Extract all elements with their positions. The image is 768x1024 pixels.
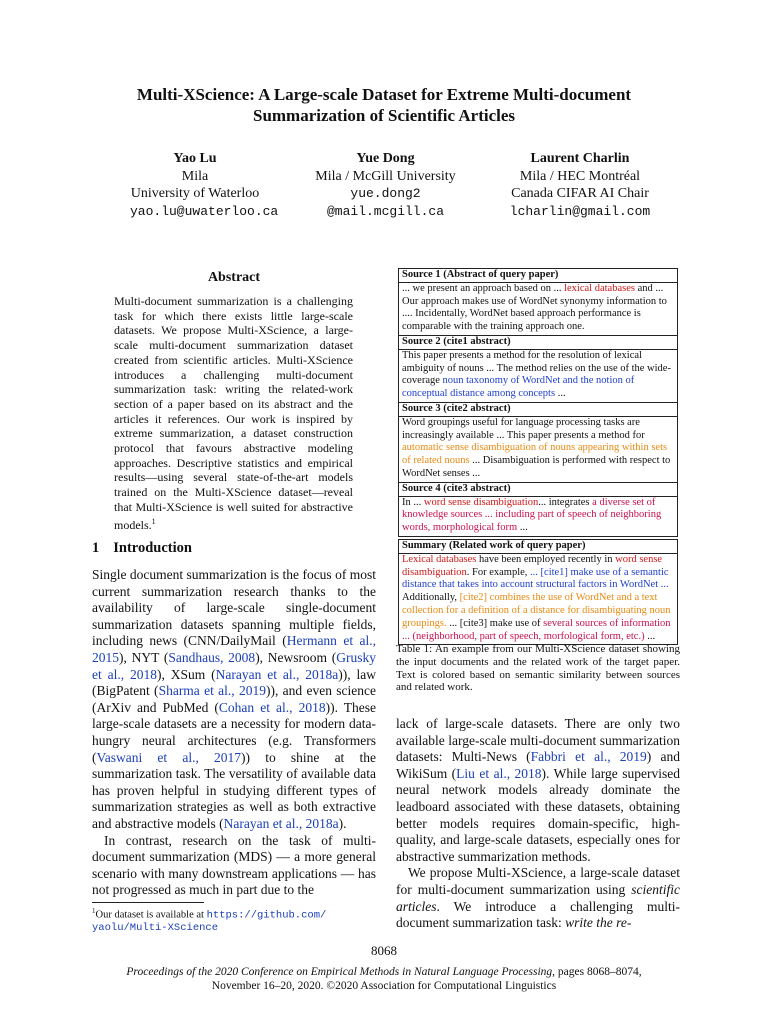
text: ). <box>338 815 347 831</box>
author-affiliation: Mila / McGill University <box>315 168 456 184</box>
text: Single document summarization is the focus of most current summarization research thanks to the availability of large-scale single-document summarization datasets spanning multiple fields, including news (CNN/DailyMail ( <box>92 567 376 649</box>
highlight-red: word sense disambiguation <box>402 553 663 578</box>
text: ), Newsroom ( <box>255 649 337 665</box>
highlight-red: lexical databases <box>564 282 635 294</box>
highlight-blue: ... [cite1] make use of a semantic distance that takes into account structural factors in WordNet ... <box>402 566 669 591</box>
table-caption: Table 1: An example from our Multi-XScience dataset showing the input documents and the related work of the target paper. Text is colored based on semantic similarity between sources and related work. <box>396 643 680 694</box>
highlight-orange: automatic sense disambiguation of nouns appearing within sets of related nouns <box>402 442 668 467</box>
highlight-blue: noun taxonomy of WordNet and the notion of conceptual distance among concepts <box>402 375 635 400</box>
author-email: @mail.mcgill.ca <box>326 203 445 219</box>
text: lack of large-scale datasets. There are only two available large-scale multi-document summarization datasets: Multi-News ( <box>396 716 680 765</box>
intro-left-column <box>92 567 376 899</box>
text: . We introduce a challenging multi-document summarization task: <box>396 898 680 931</box>
text: and ... Our approach makes use of WordNet synonymy information to .... Incidentally, WordNet based approach performance is comparable with the training approach one. <box>402 282 667 333</box>
table-header: Source 1 (Abstract of query paper) <box>399 269 677 283</box>
footnote-url[interactable]: https://github.com/ <box>206 909 327 922</box>
text: ... integrates <box>538 496 593 508</box>
table-source-4 <box>398 482 678 537</box>
citation-link[interactable]: Sandhaus, 2008 <box>168 649 256 665</box>
text: have been employed recently in <box>476 553 616 565</box>
text: We propose Multi-XScience, a large-scale dataset for multi-document summarization using <box>396 865 680 897</box>
table-source-1 <box>398 268 678 336</box>
author-name: Yao Lu <box>173 151 217 166</box>
footnote-text: Our dataset is available at <box>95 909 207 921</box>
text: ). While large supervised neural network models already dominate the leadboard associated with these datasets, obtaining better models requires domain-specific, high-quality, and large-scale datasets, especially ones for abstractive summarization methods. <box>396 765 680 864</box>
text: ... <box>517 522 528 534</box>
text: )) to shine at the summarization task. The versatility of available data has proven helpful in studying different types of summarization strategies as well as both extractive and abstractive models ( <box>92 749 376 831</box>
author-affiliation: Canada CIFAR AI Chair <box>511 186 649 201</box>
text: ... Disambiguation is performed with respect to WordNet senses ... <box>402 455 671 479</box>
title-line-1: Multi-XScience: A Large-scale Dataset for Extreme Multi-document <box>136 85 632 104</box>
footnote <box>92 905 382 935</box>
page-number: 8068 <box>371 943 397 958</box>
proceedings-footer <box>0 965 768 993</box>
citation-link[interactable]: Grusky et al., 2018 <box>92 649 377 682</box>
text: )), and even science (ArXiv and PubMed ( <box>92 683 376 715</box>
text: ... we present an approach based on ... <box>402 282 565 294</box>
proceedings-pages: , pages 8068–8074, <box>552 966 642 978</box>
proceedings-title: Proceedings of the 2020 Conference on Empirical Methods in Natural Language Processing <box>126 966 553 978</box>
author-1 <box>130 150 279 220</box>
author-email: lcharlin@gmail.com <box>509 203 651 219</box>
footnote-rule <box>92 902 204 903</box>
citation-link[interactable]: Liu et al., 2018 <box>456 765 542 781</box>
table-header: Source 2 (cite1 abstract) <box>399 336 677 350</box>
author-2 <box>298 150 473 220</box>
text: )). These large-scale datasets are a necessity for modern data-hungry neural architectures (e.g. Transformers ( <box>92 699 377 765</box>
footnote-mark: 1 <box>151 516 156 526</box>
table-header: Summary (Related work of query paper) <box>399 540 677 554</box>
text: ... [cite3] make use of <box>446 617 544 629</box>
text: In ... <box>402 496 424 508</box>
proceedings-line-2: November 16–20, 2020. ©2020 Association for Computational Linguistics <box>211 980 557 992</box>
highlight-magenta: several sources of information ... (neighborhood, part of speech, morfological form, etc.) <box>402 617 671 642</box>
intro-right-column <box>396 716 680 932</box>
text: ), XSum ( <box>157 666 216 682</box>
section-title: Introduction <box>113 540 192 556</box>
paragraph <box>92 567 376 833</box>
author-email: yao.lu@uwaterloo.ca <box>130 203 279 219</box>
citation-link[interactable]: Sharma et al., 2019 <box>158 683 266 699</box>
text: ... <box>555 388 566 400</box>
text: This paper presents a method for the resolution of lexical ambiguity of nouns ... The method relies on the use of the wide-coverage <box>402 349 671 387</box>
table-summary <box>398 539 678 645</box>
paragraph <box>396 865 680 931</box>
text: ), NYT ( <box>119 649 169 665</box>
highlight-orange: [cite2] combines the use of WordNet and a text collection for a definition of a distance for disambiguating noun groupings. <box>402 592 671 629</box>
citation-link[interactable]: Narayan et al., 2018a <box>223 815 339 831</box>
example-table <box>398 269 678 645</box>
proceedings-line-1 <box>0 965 768 979</box>
section-heading <box>92 540 192 557</box>
table-source-2 <box>398 335 678 403</box>
abstract-text: Multi-document summarization is a challenging task for which there exists little large-scale datasets. We propose Multi-XScience, a large-scale multi-document summarization dataset created from scientific articles. Multi-XScience introduces a challenging multi-document summarization task: writing the related-work section of a paper based on its abstract and the articles it references. Our work is inspired by extreme summarization, a dataset construction protocol that favours abstractive modeling approaches. Descriptive statistics and empirical results—using several state-of-the-art models trained on the Multi-XScience dataset—reveal that Multi-XScience is well suited for abstractive models. <box>114 294 353 532</box>
text: . For example, <box>466 566 531 578</box>
paper-title <box>0 84 768 126</box>
text-italic: scientific articles <box>396 881 680 914</box>
citation-link[interactable]: Fabbri et al., 2019 <box>530 749 647 765</box>
abstract-heading: Abstract <box>207 270 261 285</box>
author-email: yue.dong2 <box>350 186 421 201</box>
author-name: Laurent Charlin <box>530 151 630 166</box>
paragraph <box>396 716 680 865</box>
citation-link[interactable]: Hermann et al., 2015 <box>92 633 376 665</box>
highlight-magenta: a diverse set of knowledge sources ... including part of speech of neighboring words, morphological form <box>402 496 662 534</box>
author-affiliation: University of Waterloo <box>130 186 260 201</box>
author-affiliation: Mila / HEC Montréal <box>519 168 641 184</box>
author-name: Yue Dong <box>356 151 415 166</box>
citation-link[interactable]: Narayan et al., 2018a <box>215 666 339 682</box>
citation-link[interactable]: Vaswani et al., 2017 <box>96 749 242 765</box>
text-italic: write the re- <box>565 915 632 931</box>
footnote-url[interactable]: yaolu/Multi-XScience <box>92 922 219 934</box>
section-number: 1 <box>92 540 100 556</box>
footnote-mark: 1 <box>92 907 96 915</box>
table-source-3 <box>398 402 678 483</box>
text: ) and WikiSum ( <box>396 749 680 781</box>
paragraph: In contrast, research on the task of multi-document summarization (MDS) — a more general scenario with many downstream applications — has not progressed as much in part due to the <box>92 832 376 898</box>
text: ... <box>644 630 656 642</box>
table-header: Source 3 (cite2 abstract) <box>399 403 677 417</box>
abstract-body <box>114 294 353 532</box>
text: Additionally, <box>402 592 460 604</box>
table-header: Source 4 (cite3 abstract) <box>399 483 677 497</box>
author-affiliation: Mila <box>181 168 209 184</box>
text: )), law (BigPatent ( <box>92 666 377 699</box>
citation-link[interactable]: Cohan et al., 2018 <box>218 699 326 715</box>
highlight-red: word sense disambiguation <box>423 496 539 508</box>
text: Word groupings useful for language processing tasks are increasingly available ... This paper presents a method for <box>402 416 645 441</box>
author-3 <box>480 150 680 220</box>
title-line-2: Summarization of Scientific Articles <box>252 106 516 125</box>
highlight-red: Lexical databases <box>402 553 477 565</box>
